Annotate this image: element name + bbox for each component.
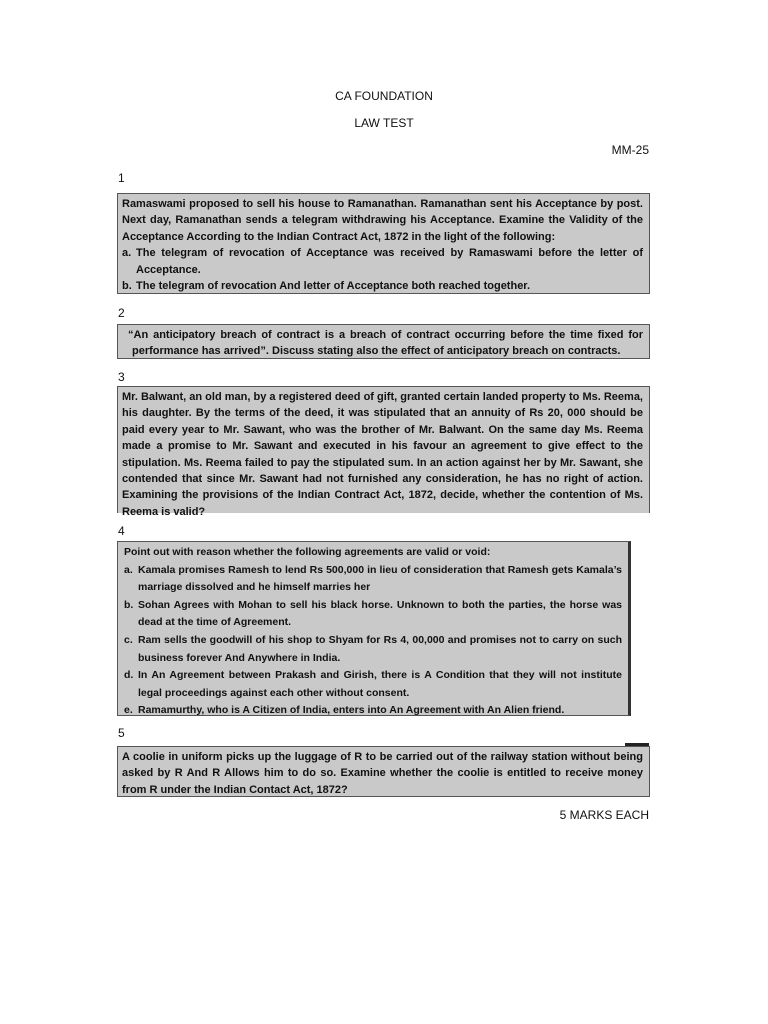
item-text: Ram sells the goodwill of his shop to Shyam for Rs 4, 00,000 and promises not to carry on such business forever And Anywhere in India. [138, 633, 622, 664]
item-label: b. [122, 280, 132, 293]
item-text: The telegram of revocation And letter of Acceptance both reached together. [136, 280, 531, 293]
question-box-2 [117, 324, 650, 359]
marks-note: 5 MARKS EACH [559, 808, 649, 822]
question-number-2: 2 [118, 306, 125, 320]
question-number-4: 4 [118, 524, 125, 538]
question-number-3: 3 [118, 370, 125, 384]
question-4-item-e [124, 702, 622, 720]
question-box-4 [117, 541, 631, 716]
question-4-item-d [124, 667, 622, 702]
item-label: c. [124, 633, 133, 646]
question-text-1: Ramaswami proposed to sell his house to Ramanathan. Ramanathan sent his Acceptance by post. Next day, Ramanathan sends a telegram withdrawing his Acceptance. Examine the Validity of the Acceptance According to the Indian Contract Act, 1872 in the light of the following: [122, 198, 643, 243]
question-text-5: A coolie in uniform picks up the luggage of R to be carried out of the railway station without being asked by R And R Allows him to do so. Examine whether the coolie is entitled to receive money from R under the Indian Contact Act, 1872? [122, 751, 643, 796]
page-title: CA FOUNDATION [335, 89, 433, 103]
page-subtitle: LAW TEST [354, 116, 414, 130]
question-4-item-b [124, 597, 622, 632]
question-box-1 [117, 193, 650, 294]
question-number-1: 1 [118, 171, 125, 185]
max-marks: MM-25 [611, 143, 649, 157]
item-label: a. [124, 563, 133, 576]
item-text: In An Agreement between Prakash and Girish, there is A Condition that they will not institute legal proceedings against each other without consent. [138, 669, 622, 699]
item-text: Ramamurthy, who is A Citizen of India, enters into An Agreement with An Alien friend. [138, 704, 565, 717]
question-4-item-c [124, 632, 622, 667]
item-text: Kamala promises Ramesh to lend Rs 500,000 in lieu of consideration that Ramesh gets Kamala’s marriage dissolved and he himself marries her [138, 563, 622, 594]
question-4-item-a [124, 562, 622, 597]
question-text-2: “An anticipatory breach of contract is a breach of contract occurring before the time fixed for performance has arrived”. Discuss stating also the effect of anticipatory breach on contracts. [128, 329, 643, 358]
item-label: a. [122, 247, 132, 260]
question-box-3 [117, 386, 650, 518]
item-label: b. [124, 598, 134, 611]
item-label: e. [124, 704, 133, 717]
item-text: Sohan Agrees with Mohan to sell his black horse. Unknown to both the parties, the horse was dead at the time of Agreement. [138, 598, 622, 629]
question-1-item-a [122, 245, 643, 278]
question-number-5: 5 [118, 726, 125, 740]
item-label: d. [124, 669, 134, 682]
item-text: The telegram of revocation of Acceptance was received by Ramaswami before the letter of Acceptance. [136, 247, 643, 276]
question-text-4: Point out with reason whether the following agreements are valid or void: [124, 546, 491, 558]
question-text-3: Mr. Balwant, an old man, by a registered deed of gift, granted certain landed property to Ms. Reema, his daughter. By the terms of the deed, it was stipulated that an annuity of Rs 20, 000 should be paid every year to Mr. Sawant, who was the brother of Mr. Balwant. On the same day Ms. Reema made a promise to Mr. Sawant and executed in his favour an agreement to give effect to the stipulation. Ms. Reema failed to pay the stipulated sum. In an action against her by Mr. Sawant, she contended that since Mr. Sawant had not furnished any consideration, he has no right of action. Examining the provisions of the Indian Contract Act, 1872, decide, whether the contention of Ms. Reema is valid? [122, 391, 643, 518]
question-1-item-b [122, 278, 643, 294]
question-box-5 [117, 746, 650, 797]
